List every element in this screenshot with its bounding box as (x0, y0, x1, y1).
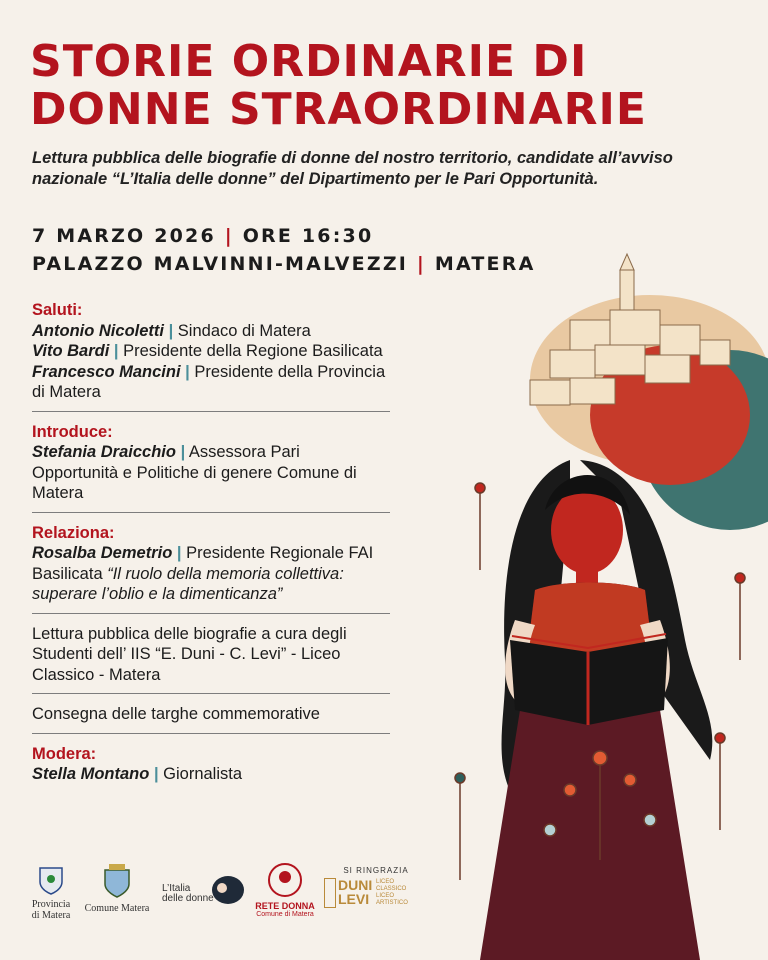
subtitle: Lettura pubblica delle biografie di donne del nostro territorio, candidate all’avviso nazionale “L’Italia delle donne” del Dipartimento per le Pari Opportunità. (32, 149, 673, 188)
liceo-text (376, 879, 408, 907)
rete-donna-icon (267, 862, 303, 898)
poster-title (30, 38, 750, 134)
divider (32, 411, 390, 412)
speaker-role: Presidente Regionale FAI Basilicata (32, 544, 374, 583)
liceo-line-4: ARTISTICO (376, 900, 408, 906)
speaker (32, 341, 390, 362)
section-label: Introduce: (32, 422, 113, 441)
separator: | (176, 544, 182, 562)
speaker-role: Presidente della Provincia di Matera (32, 362, 386, 401)
consegna-item: Consegna delle targhe commemorative (32, 705, 320, 723)
provincia-crest-icon (38, 862, 64, 896)
rete-donna-logo (254, 862, 316, 918)
event-date: 7 MARZO 2026 (32, 225, 216, 247)
comune-label: Comune Matera (84, 903, 150, 914)
comune-crest-icon (102, 862, 132, 900)
provincia-logo (28, 862, 74, 921)
divider (32, 733, 390, 734)
book-icon (510, 634, 668, 725)
separator: | (416, 253, 427, 275)
italia-line-2: delle donne (162, 893, 214, 904)
duni-text: DUNI (338, 877, 373, 893)
separator: | (180, 443, 186, 461)
italia-donne-text (162, 884, 214, 904)
column-icon (324, 878, 336, 908)
introduce-section (32, 422, 390, 504)
speaker-name: Vito Bardi (32, 342, 110, 360)
speaker (32, 543, 390, 605)
saluti-section (32, 300, 390, 403)
speaker-role: Assessora Pari Opportunità e Politiche di genere Comune di Matera (32, 443, 357, 502)
rete-label: RETE DONNA (255, 901, 315, 911)
lettura-item: Lettura pubblica delle biografie a cura degli Studenti dell’ IIS “E. Duni - C. Levi” - Liceo Classico - Matera (32, 624, 347, 684)
rete-sublabel: Comune di Matera (256, 911, 314, 918)
separator: | (153, 765, 159, 783)
section-label: Modera: (32, 744, 97, 763)
separator: | (168, 321, 174, 340)
comune-logo (82, 862, 152, 914)
section-label: Relaziona: (32, 523, 115, 542)
separator: | (224, 225, 234, 247)
separator: | (113, 342, 119, 360)
speaker-role: Presidente della Regione Basilicata (123, 342, 383, 360)
duni-levi-logo (324, 866, 428, 914)
event-city: MATERA (434, 253, 536, 275)
section-label: Saluti: (32, 301, 83, 319)
divider (32, 613, 390, 614)
speaker-name: Antonio Nicoletti (32, 321, 164, 340)
speaker (32, 321, 390, 342)
relaziona-section (32, 523, 390, 605)
italia-line-1: L’Italia (162, 883, 191, 894)
divider (32, 512, 390, 513)
title-line-2: DONNE STRAORDINARIE (30, 84, 647, 135)
liceo-line-1: LICEO (376, 879, 395, 885)
footer-logos (28, 858, 428, 938)
duni-levi-text (338, 878, 372, 906)
ringrazia-label: SI RINGRAZIA (343, 866, 409, 875)
talk-title: “Il ruolo della memoria collettiva: superare l’oblio e la dimenticanza” (32, 564, 344, 603)
provincia-label: Provincia di Matera (31, 899, 71, 921)
title-line-1: STORIE ORDINARIE DI (30, 36, 588, 87)
speaker (32, 362, 390, 403)
liceo-line-2: CLASSICO (376, 886, 407, 892)
speaker-name: Francesco Mancini (32, 362, 181, 381)
event-venue: PALAZZO MALVINNI-MALVEZZI (32, 253, 409, 275)
program (32, 300, 390, 785)
levi-text: LEVI (338, 891, 370, 907)
event-time: ORE 16:30 (242, 225, 374, 247)
divider (32, 693, 390, 694)
speaker (32, 442, 390, 504)
separator: | (185, 362, 190, 381)
speaker-role: Sindaco di Matera (177, 321, 311, 340)
woman-reading-illustration (420, 240, 768, 960)
speaker (32, 764, 390, 785)
speaker-name: Rosalba Demetrio (32, 544, 173, 562)
modera-section (32, 744, 390, 785)
liceo-line-3: LICEO (376, 893, 395, 899)
speaker-role: Giornalista (163, 765, 243, 783)
speaker-name: Stefania Draicchio (32, 443, 176, 461)
speaker-name: Stella Montano (32, 765, 150, 783)
